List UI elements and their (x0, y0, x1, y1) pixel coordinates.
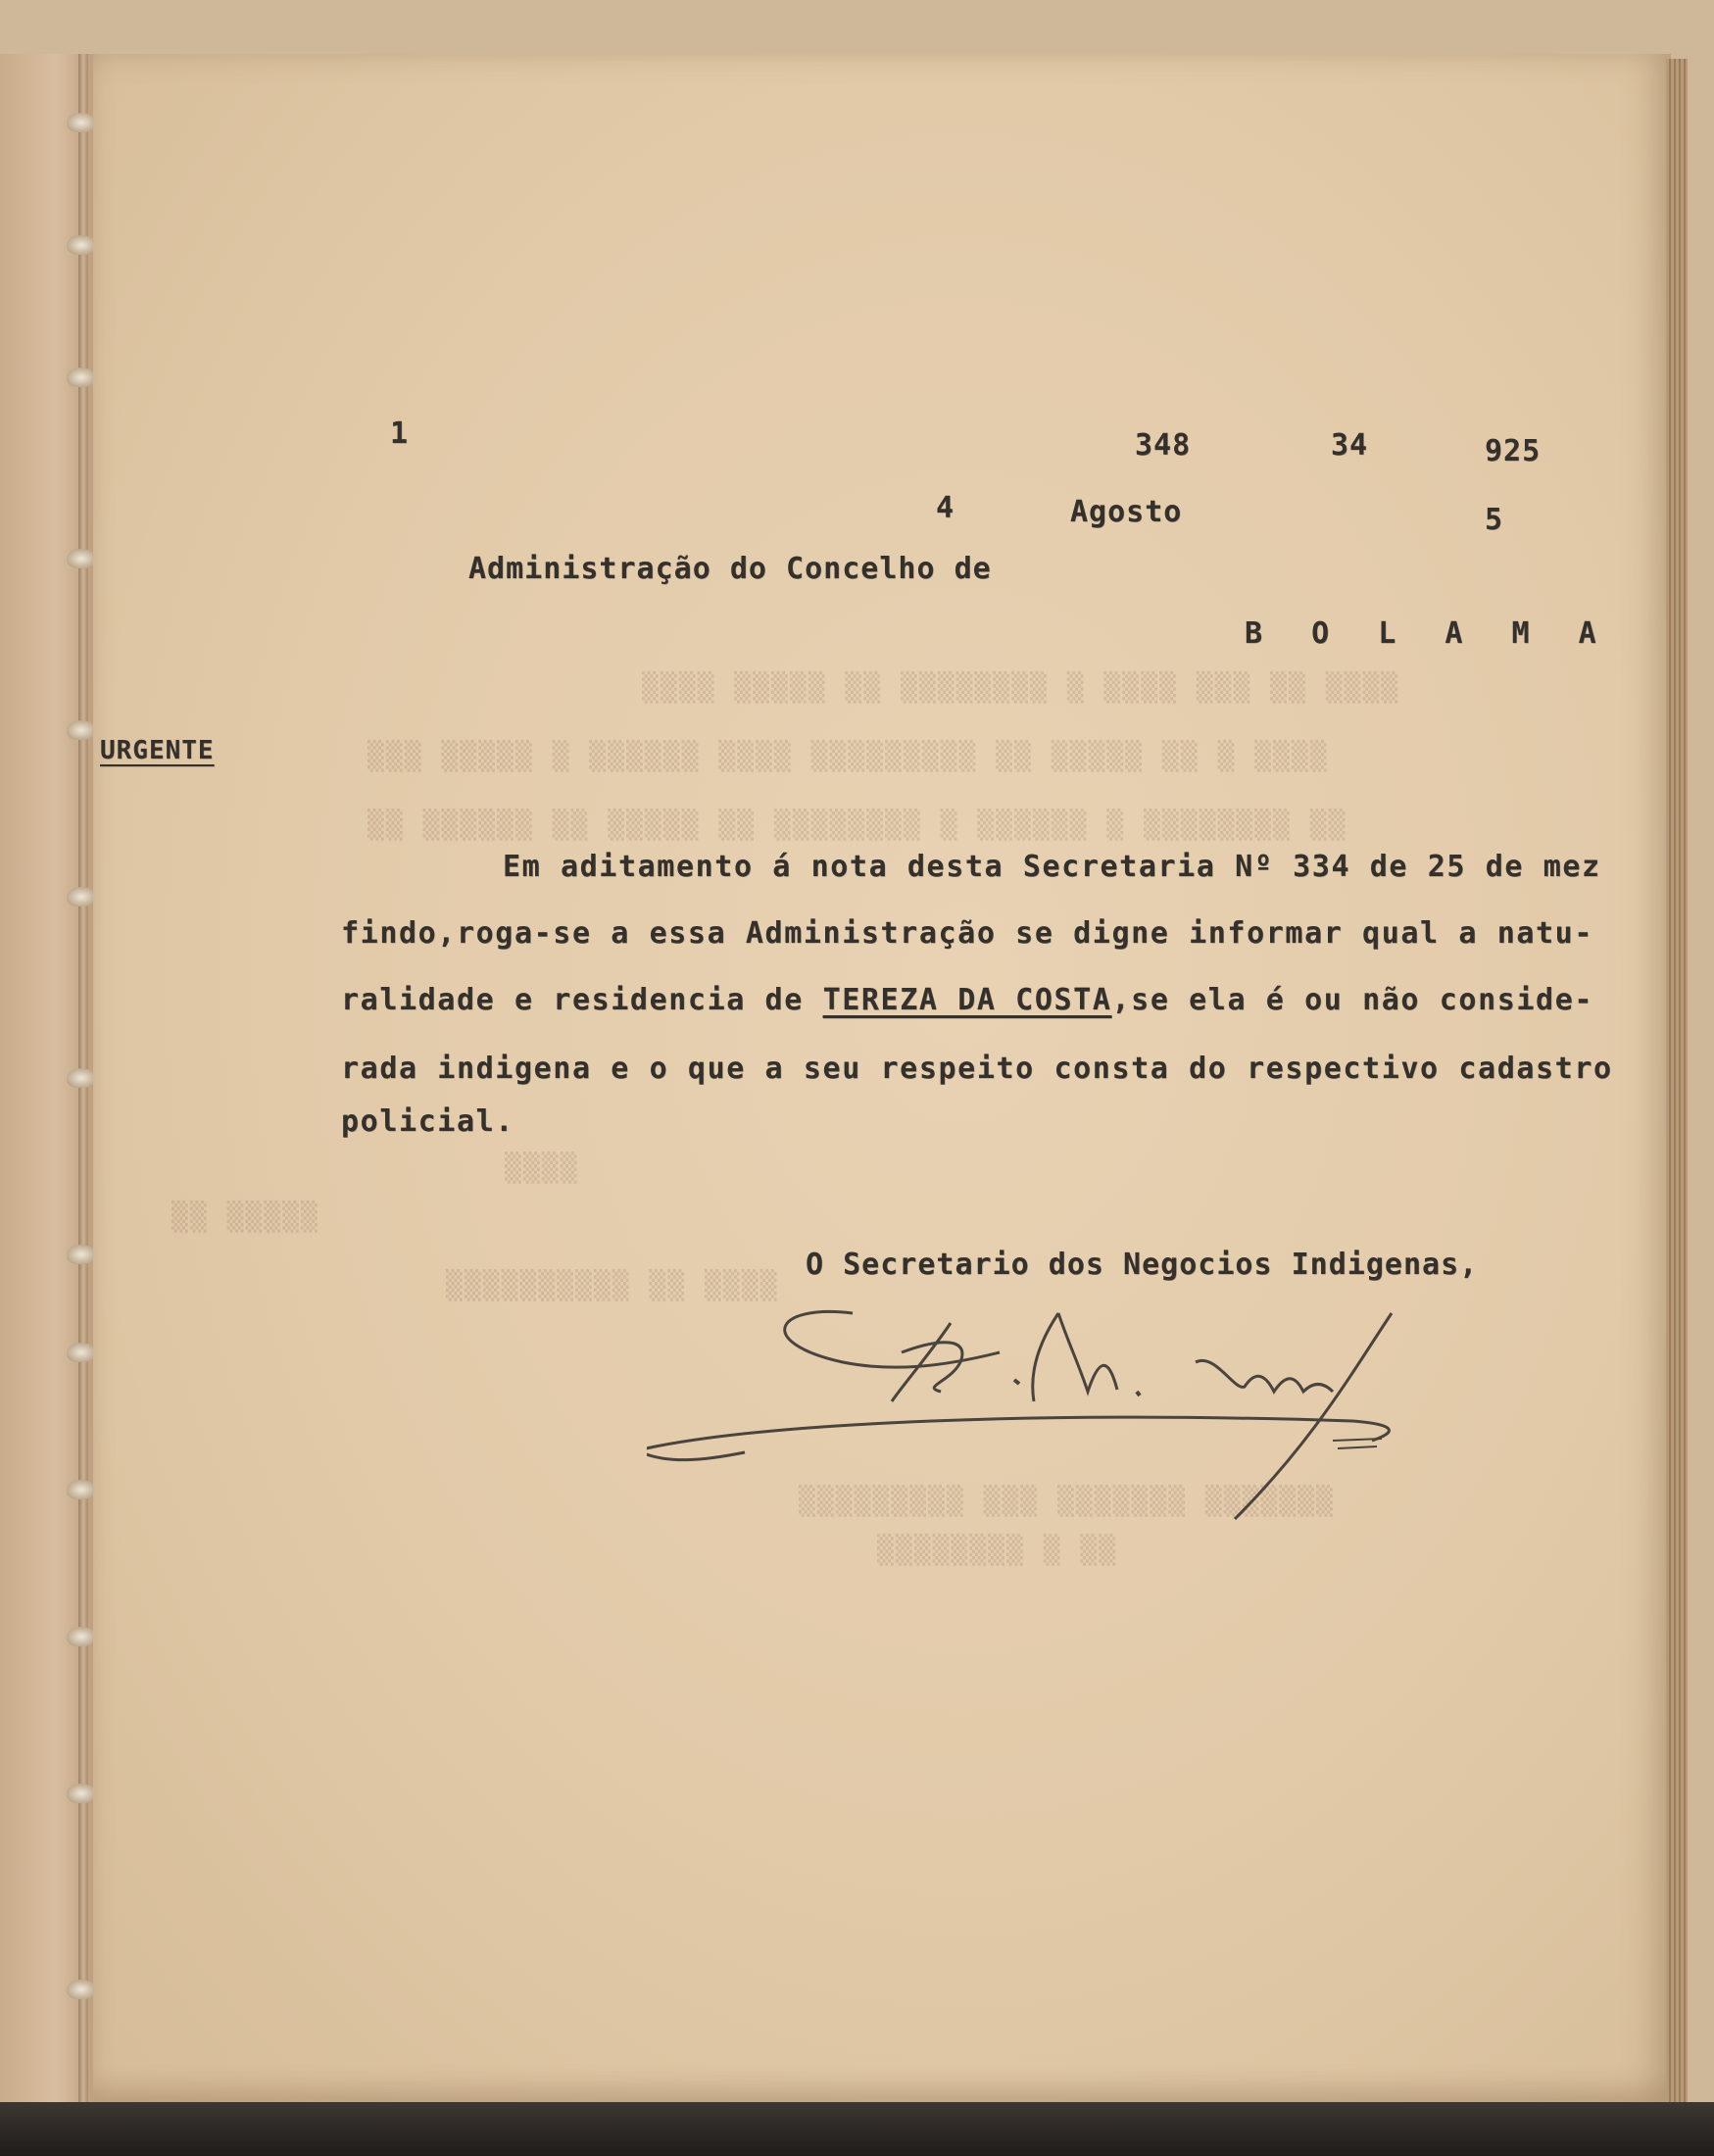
book-cover-bottom (0, 2102, 1714, 2156)
bleed-through-text: ▒▒▒▒▒▒▒▒▒▒ ▒▒ ▒▒▒▒ (446, 1269, 779, 1301)
bleed-through-text: ▒▒▒▒ (505, 1152, 579, 1184)
addressee-city: B O L A M A (1245, 616, 1612, 651)
addressee-line: Administração do Concelho de (468, 552, 992, 586)
binding-stitch (67, 368, 96, 387)
binding-stitch (67, 1980, 96, 1999)
person-name: TEREZA DA COSTA (822, 983, 1112, 1017)
reference-number: 1 (390, 416, 410, 451)
date-day: 4 (936, 491, 955, 525)
page-edge (1666, 59, 1688, 2107)
signatory-title: O Secretario dos Negocios Indigenas, (806, 1248, 1479, 1282)
reference-col-1: 348 (1135, 428, 1192, 463)
body-line-2: findo,roga-se a essa Administração se digne informar qual a natu- (341, 916, 1593, 951)
urgent-label: URGENTE (100, 736, 215, 765)
body-line-1: Em aditamento á nota desta Secretaria Nº 334 de 25 de mez (503, 850, 1601, 884)
binding-stitch (67, 1480, 96, 1499)
bleed-through-text: ▒▒ ▒▒▒▒▒ (171, 1200, 319, 1233)
body-line-3 (341, 983, 1594, 1017)
binding-stitch (67, 1343, 96, 1362)
binding-stitch (67, 1245, 96, 1264)
body-line-3-end: ,se ela é ou não conside- (1111, 983, 1594, 1017)
binding-stitch (67, 1627, 96, 1646)
body-line-3-start: ralidade e residencia de (341, 983, 804, 1017)
bleed-through-text: ▒▒▒▒▒▒▒▒▒ ▒▒▒ ▒▒▒▒▒▒▒ ▒▒▒▒▒▒▒ (799, 1485, 1335, 1517)
bleed-through-text: ▒▒ ▒▒▒▒▒▒ ▒▒ ▒▒▒▒▒ ▒▒ ▒▒▒▒▒▒▒▒ ▒ ▒▒▒▒▒▒ ▒ ▒▒▒▒▒▒▒▒ ▒▒ (367, 808, 1347, 841)
body-line-5: policial. (341, 1104, 514, 1139)
bleed-through-text: ▒▒▒▒▒▒▒▒ ▒ ▒▒ (877, 1534, 1118, 1566)
body-line-4: rada indigena e o que a seu respeito consta do respectivo cadastro (341, 1052, 1613, 1086)
binding-stitch (67, 1784, 96, 1803)
handwritten-signature (647, 1294, 1431, 1548)
date-month: Agosto (1070, 495, 1183, 529)
date-year: 5 (1485, 503, 1504, 537)
bleed-through-text: ▒▒▒▒ ▒▒▒▒▒ ▒▒ ▒▒▒▒▒▒▒▒ ▒ ▒▒▒▒ ▒▒▒ ▒▒ ▒▒▒▒ (642, 671, 1400, 704)
binding-stitch (67, 113, 96, 132)
reference-col-2: 34 (1331, 428, 1369, 463)
binding-stitch (67, 887, 96, 906)
reference-col-3: 925 (1485, 434, 1542, 468)
binding-stitch (67, 235, 96, 255)
binding-stitch (67, 549, 96, 568)
bleed-through-text: ▒▒▒ ▒▒▒▒▒ ▒ ▒▒▒▒▒▒ ▒▒▒▒ ▒▒▒▒▒▒▒▒▒ ▒▒ ▒▒▒▒▒ ▒▒ ▒ ▒▒▒▒ (367, 740, 1329, 772)
binding-stitch (67, 1068, 96, 1088)
binding-stitch (67, 720, 96, 740)
